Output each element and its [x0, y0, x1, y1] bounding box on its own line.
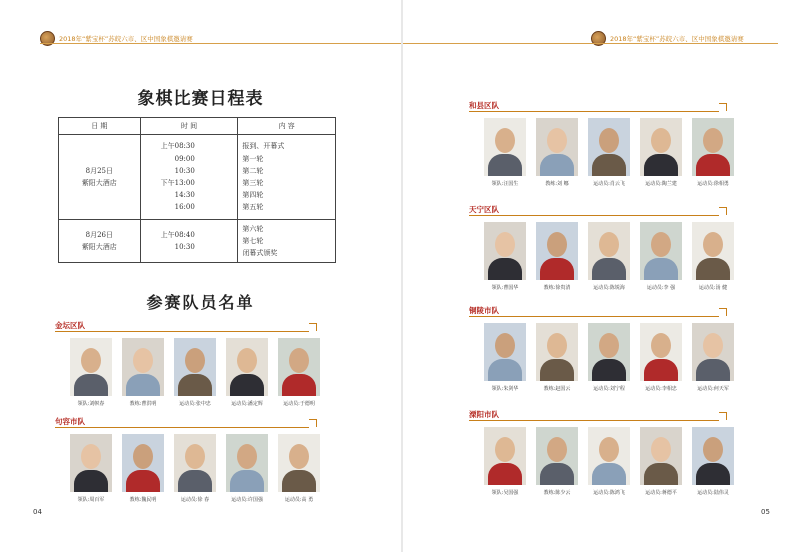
member-card — [479, 118, 531, 187]
portrait-body — [644, 154, 678, 176]
portrait-body — [282, 470, 316, 492]
member-caption: 运动员:徐相勇 — [697, 181, 729, 187]
roster-title: 参赛队员名单 — [146, 293, 255, 312]
team-header — [469, 409, 727, 421]
fret-ornament-icon — [309, 323, 317, 331]
portrait-body — [126, 470, 160, 492]
team-divider — [55, 331, 309, 332]
portrait-body — [696, 463, 730, 485]
member-caption: 教练:魏民明 — [129, 497, 157, 503]
portrait-head — [547, 128, 567, 153]
portrait-head — [289, 348, 309, 373]
portrait-body — [488, 154, 522, 176]
portrait-body — [540, 258, 574, 280]
member-card — [117, 338, 169, 407]
portrait-head — [81, 444, 101, 469]
member-photo — [536, 323, 578, 381]
portrait-head — [703, 333, 723, 358]
portrait-body — [488, 463, 522, 485]
portrait-head — [133, 444, 153, 469]
member-photo — [588, 323, 630, 381]
fret-ornament-icon — [309, 419, 317, 427]
member-card — [687, 222, 739, 291]
team-name: 金坛区队 — [55, 321, 85, 330]
portrait-body — [74, 470, 108, 492]
date-cell: 8月26日 紫阳大酒店 — [59, 220, 141, 263]
member-row — [479, 118, 739, 187]
content-cell: 第六轮 第七轮 闭幕式颁奖 — [238, 220, 336, 263]
member-card — [531, 427, 583, 496]
portrait-body — [74, 374, 108, 396]
member-caption: 领队:曹国华 — [491, 285, 519, 291]
portrait-body — [696, 359, 730, 381]
member-photo — [226, 434, 268, 492]
portrait-head — [703, 437, 723, 462]
member-caption: 领队:刘帜春 — [77, 401, 105, 407]
member-photo — [70, 338, 112, 396]
member-caption: 运动员:许国强 — [231, 497, 263, 503]
team-name: 句容市队 — [55, 417, 85, 426]
member-card — [117, 434, 169, 503]
portrait-head — [651, 333, 671, 358]
member-caption: 运动员:张中忠 — [179, 401, 211, 407]
member-card — [169, 338, 221, 407]
fret-ornament-icon — [719, 308, 727, 316]
portrait-body — [488, 359, 522, 381]
portrait-body — [178, 374, 212, 396]
member-caption: 领队:吴国强 — [491, 490, 519, 496]
portrait-head — [599, 437, 619, 462]
member-card — [635, 427, 687, 496]
content-cell: 报到、开幕式 第一轮 第二轮 第三轮 第四轮 第五轮 — [238, 135, 336, 220]
col-date: 日 期 — [59, 118, 141, 135]
member-photo — [174, 338, 216, 396]
member-caption: 运动员:高 勇 — [284, 497, 314, 503]
member-photo — [588, 222, 630, 280]
team-name: 溧阳市队 — [469, 410, 499, 419]
member-caption: 运动员:陈锐海 — [593, 285, 625, 291]
member-card — [479, 222, 531, 291]
portrait-head — [651, 128, 671, 153]
member-caption: 教练:曹洪明 — [129, 401, 157, 407]
member-card — [687, 427, 739, 496]
member-caption: 运动员:刘宁程 — [593, 386, 625, 392]
portrait-head — [651, 232, 671, 257]
portrait-body — [592, 258, 626, 280]
member-card — [531, 118, 583, 187]
member-caption: 领队:汪国生 — [491, 181, 519, 187]
portrait-head — [651, 437, 671, 462]
portrait-body — [592, 359, 626, 381]
member-card — [531, 323, 583, 392]
portrait-body — [230, 470, 264, 492]
portrait-body — [644, 258, 678, 280]
member-photo — [692, 118, 734, 176]
portrait-body — [696, 154, 730, 176]
member-photo — [536, 222, 578, 280]
member-caption: 教练:赵国云 — [543, 386, 571, 392]
portrait-body — [126, 374, 160, 396]
portrait-head — [599, 232, 619, 257]
portrait-head — [547, 437, 567, 462]
member-photo — [70, 434, 112, 492]
portrait-head — [599, 333, 619, 358]
member-caption: 教练:刘 娜 — [545, 181, 569, 187]
member-card — [273, 434, 325, 503]
fret-ornament-icon — [719, 103, 727, 111]
header-rule — [40, 43, 401, 44]
team-block — [55, 416, 317, 503]
team-divider — [469, 215, 719, 216]
portrait-body — [540, 359, 574, 381]
team-divider — [469, 316, 719, 317]
member-caption: 运动员:李 强 — [646, 285, 676, 291]
member-caption: 教练:陈少云 — [543, 490, 571, 496]
member-caption: 运动员:徐 春 — [180, 497, 210, 503]
table-row — [59, 220, 336, 263]
fret-ornament-icon — [719, 412, 727, 420]
member-photo — [484, 323, 526, 381]
member-card — [169, 434, 221, 503]
portrait-head — [495, 437, 515, 462]
member-photo — [588, 118, 630, 176]
member-photo — [692, 323, 734, 381]
member-photo — [692, 222, 734, 280]
left-page — [0, 0, 401, 552]
member-photo — [640, 118, 682, 176]
member-photo — [588, 427, 630, 485]
member-photo — [174, 434, 216, 492]
member-photo — [640, 222, 682, 280]
member-caption: 运动员:陈鸿飞 — [593, 490, 625, 496]
member-card — [221, 434, 273, 503]
portrait-head — [237, 348, 257, 373]
team-divider — [469, 420, 719, 421]
member-caption: 运动员:蒋德平 — [645, 490, 677, 496]
member-photo — [278, 434, 320, 492]
portrait-body — [230, 374, 264, 396]
member-card — [65, 434, 117, 503]
right-header — [591, 28, 744, 48]
member-caption: 运动员:何天军 — [697, 386, 729, 392]
member-card — [65, 338, 117, 407]
portrait-head — [547, 232, 567, 257]
member-card — [583, 118, 635, 187]
team-divider — [55, 427, 309, 428]
right-header-title: 2018年“紫宝杯”苏皖六市、区中国象棋邀请赛 — [610, 34, 744, 43]
member-card — [583, 323, 635, 392]
team-name: 和县区队 — [469, 101, 499, 110]
member-photo — [226, 338, 268, 396]
member-photo — [536, 118, 578, 176]
team-divider — [469, 111, 719, 112]
portrait-head — [599, 128, 619, 153]
member-row — [479, 323, 739, 392]
member-photo — [278, 338, 320, 396]
member-row — [479, 427, 739, 496]
team-block — [469, 100, 729, 187]
member-photo — [122, 338, 164, 396]
member-caption: 运动员:于德明 — [283, 401, 315, 407]
member-photo — [484, 427, 526, 485]
portrait-body — [592, 463, 626, 485]
portrait-body — [540, 154, 574, 176]
member-card — [635, 222, 687, 291]
member-card — [479, 323, 531, 392]
left-header — [40, 28, 193, 48]
member-row — [65, 338, 325, 407]
member-card — [583, 222, 635, 291]
member-caption: 运动员:潘定辉 — [231, 401, 263, 407]
portrait-head — [133, 348, 153, 373]
portrait-body — [592, 154, 626, 176]
portrait-body — [540, 463, 574, 485]
member-card — [635, 323, 687, 392]
portrait-head — [495, 128, 515, 153]
portrait-head — [185, 348, 205, 373]
col-time: 时 间 — [140, 118, 238, 135]
team-block — [55, 320, 317, 407]
portrait-body — [696, 258, 730, 280]
team-name: 天宁区队 — [469, 205, 499, 214]
schedule-table — [58, 117, 336, 263]
portrait-head — [237, 444, 257, 469]
table-row — [59, 135, 336, 220]
member-card — [531, 222, 583, 291]
portrait-body — [644, 359, 678, 381]
portrait-head — [703, 128, 723, 153]
member-caption: 领队:周百军 — [77, 497, 105, 503]
member-caption: 领队:朱剑华 — [491, 386, 519, 392]
member-photo — [122, 434, 164, 492]
schedule-title: 象棋比赛日程表 — [137, 89, 264, 109]
portrait-body — [178, 470, 212, 492]
fret-ornament-icon — [719, 207, 727, 215]
portrait-head — [185, 444, 205, 469]
team-block — [469, 204, 728, 291]
portrait-head — [81, 348, 101, 373]
portrait-head — [547, 333, 567, 358]
team-name: 铜陵市队 — [469, 306, 499, 315]
left-header-title: 2018年“紫宝杯”苏皖六市、区中国象棋邀请赛 — [59, 34, 193, 43]
member-row — [65, 434, 325, 503]
portrait-body — [282, 374, 316, 396]
member-photo — [484, 118, 526, 176]
header-rule — [403, 43, 778, 44]
portrait-head — [703, 232, 723, 257]
portrait-head — [289, 444, 309, 469]
right-page — [403, 0, 804, 552]
page-number-left: 04 — [33, 508, 42, 516]
team-block — [469, 305, 729, 392]
member-row — [479, 222, 739, 291]
team-header — [469, 305, 727, 317]
member-card — [479, 427, 531, 496]
member-caption: 运动员:陶兰建 — [645, 181, 677, 187]
member-photo — [692, 427, 734, 485]
member-caption: 运动员:汤 健 — [698, 285, 728, 291]
member-caption: 运动员:肖云飞 — [593, 181, 625, 187]
portrait-head — [495, 232, 515, 257]
page-number-right: 05 — [761, 508, 770, 516]
portrait-head — [495, 333, 515, 358]
team-block — [469, 409, 729, 496]
member-card — [273, 338, 325, 407]
member-photo — [536, 427, 578, 485]
portrait-body — [644, 463, 678, 485]
team-header — [469, 204, 727, 216]
member-caption: 教练:徐贵清 — [543, 285, 571, 291]
portrait-body — [488, 258, 522, 280]
team-header — [469, 100, 727, 112]
col-content: 内 容 — [238, 118, 336, 135]
date-cell: 8月25日 紫阳大酒店 — [59, 135, 141, 220]
time-cell: 上午 08:30 09:00 10:30 下午 13:00 14:30 16:00 — [140, 135, 238, 220]
member-caption: 运动员:李相忠 — [645, 386, 677, 392]
member-card — [221, 338, 273, 407]
member-card — [687, 323, 739, 392]
member-photo — [640, 427, 682, 485]
member-card — [635, 118, 687, 187]
member-caption: 运动员:陆伟灵 — [697, 490, 729, 496]
time-cell: 上午 08:40 10:30 — [140, 220, 238, 263]
team-header — [55, 416, 317, 428]
member-photo — [640, 323, 682, 381]
member-photo — [484, 222, 526, 280]
team-header — [55, 320, 317, 332]
member-card — [687, 118, 739, 187]
member-card — [583, 427, 635, 496]
